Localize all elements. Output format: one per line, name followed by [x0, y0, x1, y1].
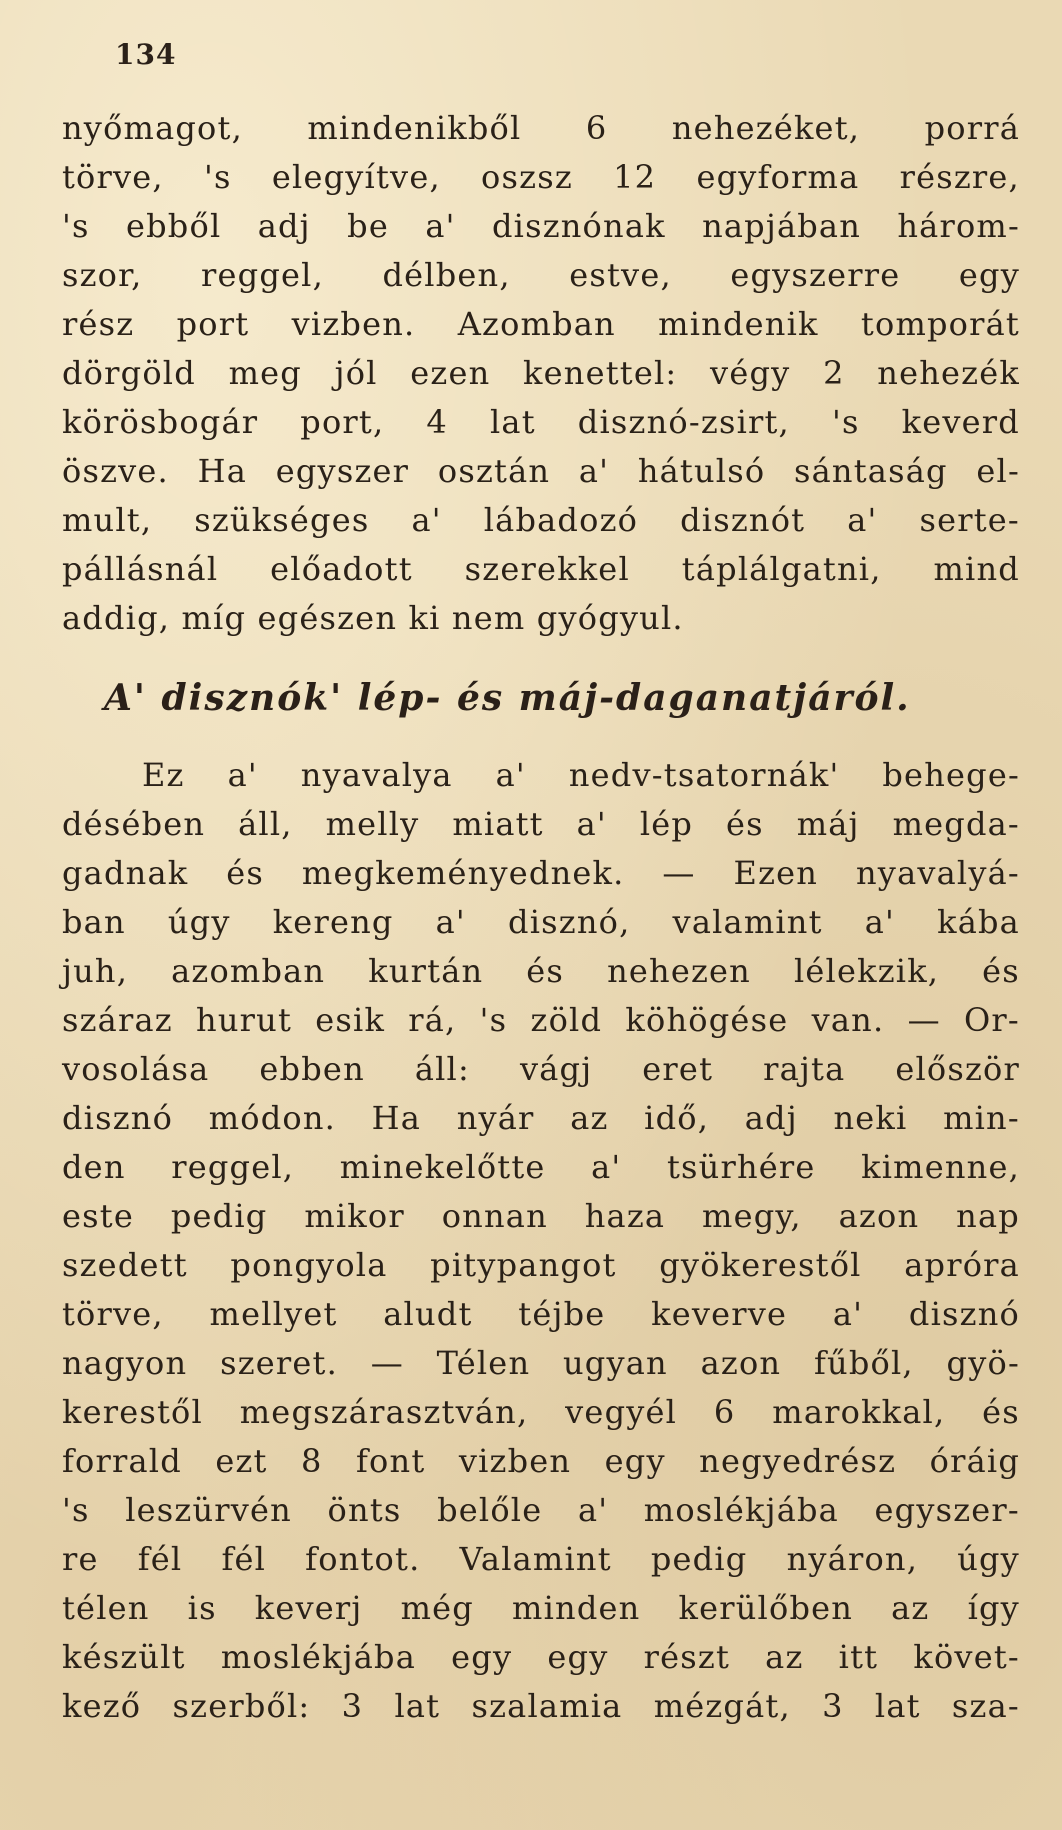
text-line: körösbogár port, 4 lat disznó-zsirt, 's keverd — [62, 403, 1020, 441]
text-line: vosolása ebben áll: vágj eret rajta először — [62, 1050, 1020, 1088]
text-line: öszve. Ha egyszer osztán a' hátulsó sántaság el- — [62, 452, 1020, 490]
page-number: 134 — [115, 38, 177, 71]
text-line: ban úgy kereng a' disznó, valamint a' kába — [62, 903, 1020, 941]
text-line: törve, mellyet aludt téjbe keverve a' disznó — [62, 1295, 1020, 1333]
text-line: szedett pongyola pitypangot gyökerestől apróra — [62, 1246, 1020, 1284]
text-line: forrald ezt 8 font vizben egy negyedrész óráig — [62, 1442, 1020, 1480]
text-line: szor, reggel, délben, estve, egyszerre egy — [62, 256, 1020, 294]
text-line: pállásnál előadott szerekkel táplálgatni, mind — [62, 550, 1020, 588]
text-line: mult, szükséges a' lábadozó disznót a' serte- — [62, 501, 1020, 539]
text-line: désében áll, melly miatt a' lép és máj megda- — [62, 805, 1020, 843]
text-line: télen is keverj még minden kerülőben az így — [62, 1589, 1020, 1627]
text-line: kerestől megszárasztván, vegyél 6 marokkal, és — [62, 1393, 1020, 1431]
text-line: dörgöld meg jól ezen kenettel: végy 2 nehezék — [62, 354, 1020, 392]
text-line: addig, míg egészen ki nem gyógyul. — [62, 599, 684, 637]
section-heading: A' disznók' lép- és máj-daganatjáról. — [104, 677, 911, 719]
text-line: 's leszürvén önts belőle a' moslékjába egyszer- — [62, 1491, 1020, 1529]
text-line: nyőmagot, mindenikből 6 nehezéket, porrá — [62, 109, 1020, 147]
text-line: 's ebből adj be a' disznónak napjában három- — [62, 207, 1020, 245]
text-body — [62, 104, 1020, 1731]
text-line: készült moslékjába egy egy részt az itt követ- — [62, 1638, 1020, 1676]
text-line: száraz hurut esik rá, 's zöld köhögése van. — Or- — [62, 1001, 1020, 1039]
text-line: kező szerből: 3 lat szalamia mézgát, 3 lat sza- — [62, 1687, 1020, 1725]
text-line: den reggel, minekelőtte a' tsürhére kimenne, — [62, 1148, 1020, 1186]
paragraph-2 — [62, 751, 1020, 1731]
text-line: re fél fél fontot. Valamint pedig nyáron, úgy — [62, 1540, 1020, 1578]
text-line: Ez a' nyavalya a' nedv-tsatornák' behege- — [142, 756, 1020, 794]
text-line: törve, 's elegyítve, oszsz 12 egyforma részre, — [62, 158, 1020, 196]
text-line: este pedig mikor onnan haza megy, azon nap — [62, 1197, 1020, 1235]
text-line: disznó módon. Ha nyár az idő, adj neki min- — [62, 1099, 1020, 1137]
paragraph-1 — [62, 104, 1020, 643]
text-line: rész port vizben. Azomban mindenik tomporát — [62, 305, 1020, 343]
text-line: nagyon szeret. — Télen ugyan azon fűből, gyö- — [62, 1344, 1020, 1382]
text-line: juh, azomban kurtán és nehezen lélekzik, és — [62, 952, 1020, 990]
text-line: gadnak és megkeményednek. — Ezen nyavalyá- — [62, 854, 1020, 892]
